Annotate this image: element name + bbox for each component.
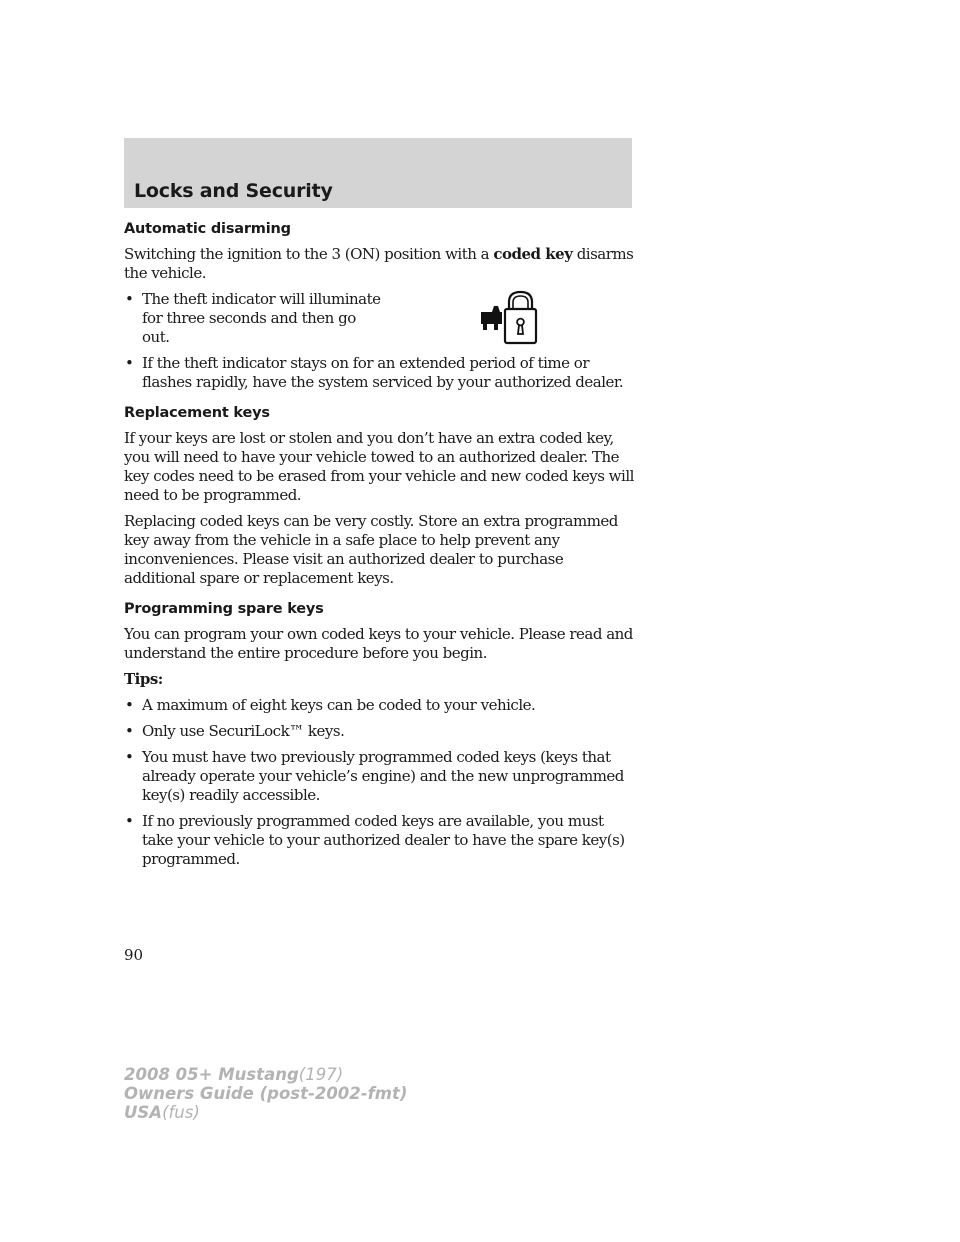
list-item: • If the theft indicator stays on for an extended period of time or flashes rapidly, have the system serviced by your authorized dealer. [124,354,636,392]
list-item: • You must have two previously programmed coded keys (keys that already operate your vehicle’s engine) and the new unprogrammed key(s) readily accessible. [124,748,636,805]
paragraph: If your keys are lost or stolen and you don’t have an extra coded key, you will need to have your vehicle towed to an authorized dealer. The key codes need to be erased from your vehicle and new coded keys will need to be programmed. [124,429,634,504]
list-item: • A maximum of eight keys can be coded to your vehicle. [124,696,636,715]
section-title: Locks and Security [134,180,333,202]
heading-programming-spare-keys: Programming spare keys [124,601,324,617]
section-header-band [124,138,632,208]
coded-key-term: coded key [493,245,573,263]
heading-automatic-disarming: Automatic disarming [124,221,291,237]
page-number: 90 [124,946,144,964]
list-item: • Only use SecuriLock™ keys. [124,722,636,741]
list-item: • If no previously programmed coded keys are available, you must take your vehicle to your authorized dealer to have the spare key(s) programmed. [124,812,636,869]
page-content [124,220,636,876]
paragraph: Replacing coded keys can be very costly. Store an extra programmed key away from the vehicle in a safe place to help prevent any inconveniences. Please visit an authorized dealer to purchase additional spare or replacement keys. [124,512,618,587]
auto-disarm-intro: Switching the ignition to the 3 (ON) position with a coded key disarms the vehicle. [124,245,634,282]
paragraph: You can program your own coded keys to your vehicle. Please read and understand the entire procedure before you begin. [124,625,633,662]
document-footer: 2008 05+ Mustang(197) Owners Guide (post-2002-fmt) USA(fus) [124,1065,408,1122]
tips-list [124,696,636,869]
auto-disarm-list [124,290,636,392]
tips-label: Tips: [124,670,163,688]
list-item: • The theft indicator will illuminate for three seconds and then go out. [124,290,636,347]
heading-replacement-keys: Replacement keys [124,405,270,421]
